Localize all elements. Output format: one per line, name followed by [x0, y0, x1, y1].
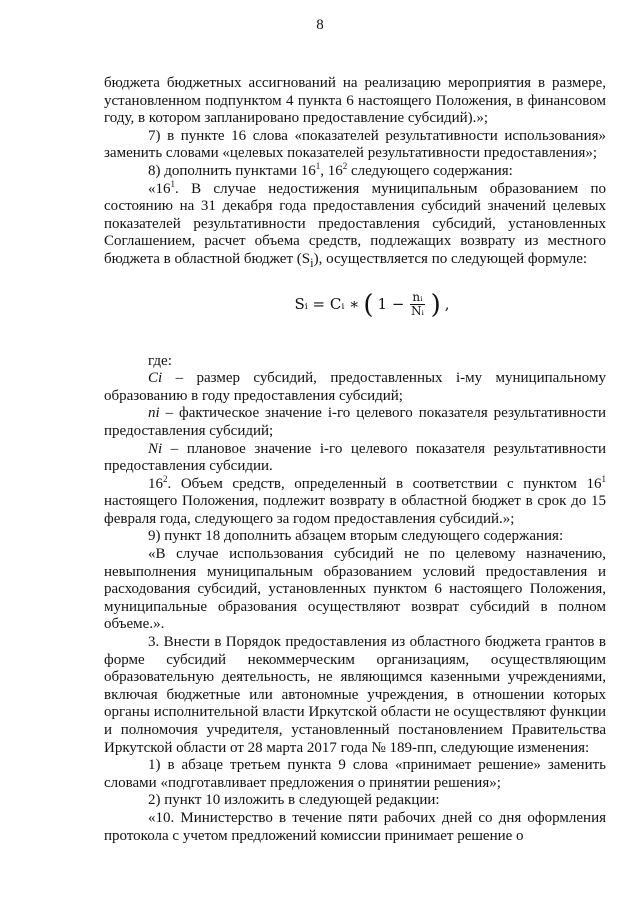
page-number: 8 — [316, 17, 324, 33]
formula — [138, 281, 606, 329]
formula-paren: ) — [430, 289, 441, 320]
paragraph: 9) пункт 18 дополнить абзацем вторым следующего содержания: — [148, 528, 564, 545]
paragraph — [104, 441, 606, 476]
text-run: , 16 — [320, 162, 343, 179]
formula-one-minus: 1 − — [377, 294, 405, 313]
superscript: 2 — [342, 160, 348, 171]
text-run: – фактическое значение i-го целевого показателя результативности предоставления субсидий; — [104, 405, 606, 439]
formula-denominator: Nᵢ — [411, 304, 424, 319]
superscript: 2 — [163, 473, 168, 484]
text-run: 16 — [148, 475, 163, 492]
paragraph: 1) в абзаце третьем пункта 9 слова «принимает решение» заменить словами «подготавливает предложения о принятии решения»; — [104, 757, 606, 791]
text-run: настоящего Положения, подлежит возврату в областной бюджет в срок до 15 февраля года, следующего за годом предоставления субсидий.»; — [104, 493, 606, 527]
paragraph: где: — [148, 352, 172, 369]
paragraph — [104, 405, 606, 440]
paragraph: 3. Внести в Порядок предоставления из областного бюджета грантов в форме субсидий некоммерческим организациям, осуществляющим образовательную деятельность, не являющимся казенными учреждениями, включая бюджетные или автономные учреждения, в отношении которых органы исполнительной власти Иркутской области не осуществляют функции и полномочия учредителя, установленный постановлением Правительства Иркутской области от 28 марта 2017 года № 189-пп, следующие изменения: — [104, 634, 606, 756]
subscript: i — [310, 255, 314, 270]
paragraph: 7) в пункте 16 слова «показателей результативности использования» заменить словами «целевых показателей результативности предоставления»; — [104, 127, 606, 162]
paragraph: «В случае использования субсидий не по целевому назначению, невыполнения муниципальным образованием условий предоставления и расходования субсидий, установленных пунктом 6 настоящего Положения, муниципальные образования осуществляют возврат субсидий в полном объеме.». — [104, 546, 606, 633]
formula-paren: ( — [363, 289, 374, 320]
symbol-Ni: Ni — [148, 440, 163, 457]
formula-fraction — [410, 291, 424, 318]
text-run: – размер субсидий, предоставленных i-му муниципальному образованию в году предоставления субсидий; — [104, 370, 606, 404]
superscript: 1 — [601, 473, 606, 484]
spacer — [104, 329, 606, 353]
formula-numerator: nᵢ — [412, 290, 423, 305]
paragraph — [104, 160, 606, 181]
paragraph — [104, 473, 606, 529]
text-run: ), осуществляется по следующей формуле: — [313, 250, 588, 267]
text-run: . В случае недостижения муниципальным образованием по состоянию на 31 декабря года предоставления субсидий значений целевых показателей результативности предоставления субсидий, установленных Соглашением, расчет объема средств, подлежащих возврату из местного бюджета в областной бюджет (S — [104, 180, 606, 267]
document-body — [104, 75, 606, 845]
text-run: «16 — [148, 180, 171, 197]
superscript: 1 — [315, 160, 321, 171]
text-run: . Объем средств, определенный в соответствии с пунктом 16 — [167, 475, 602, 492]
text-run: – плановое значение i-го целевого показателя результативности предоставления субсидии. — [104, 440, 606, 475]
paragraph: «10. Министерство в течение пяти рабочих дней со дня оформления протокола с учетом предложений комиссии принимает решение о — [104, 809, 606, 844]
text-run: следующего содержания: — [347, 162, 513, 179]
superscript: 1 — [170, 178, 175, 189]
formula-lhs: Sᵢ = Cᵢ ∗ — [294, 294, 360, 313]
paragraph — [104, 178, 606, 273]
paragraph: бюджета бюджетных ассигнований на реализацию мероприятия в размере, установленном подпунктом 4 пункта 6 настоящего Положения, в финансовом году, в котором запланировано предоставление субсидий).»; — [104, 75, 606, 127]
text-run: 8) дополнить пунктами 16 — [148, 162, 316, 179]
symbol-ni: ni — [148, 405, 160, 422]
symbol-ci: Ci — [148, 370, 163, 387]
paragraph: 2) пункт 10 изложить в следующей редакции: — [148, 792, 440, 809]
paragraph — [104, 370, 606, 405]
formula-tail: , — [444, 294, 450, 313]
